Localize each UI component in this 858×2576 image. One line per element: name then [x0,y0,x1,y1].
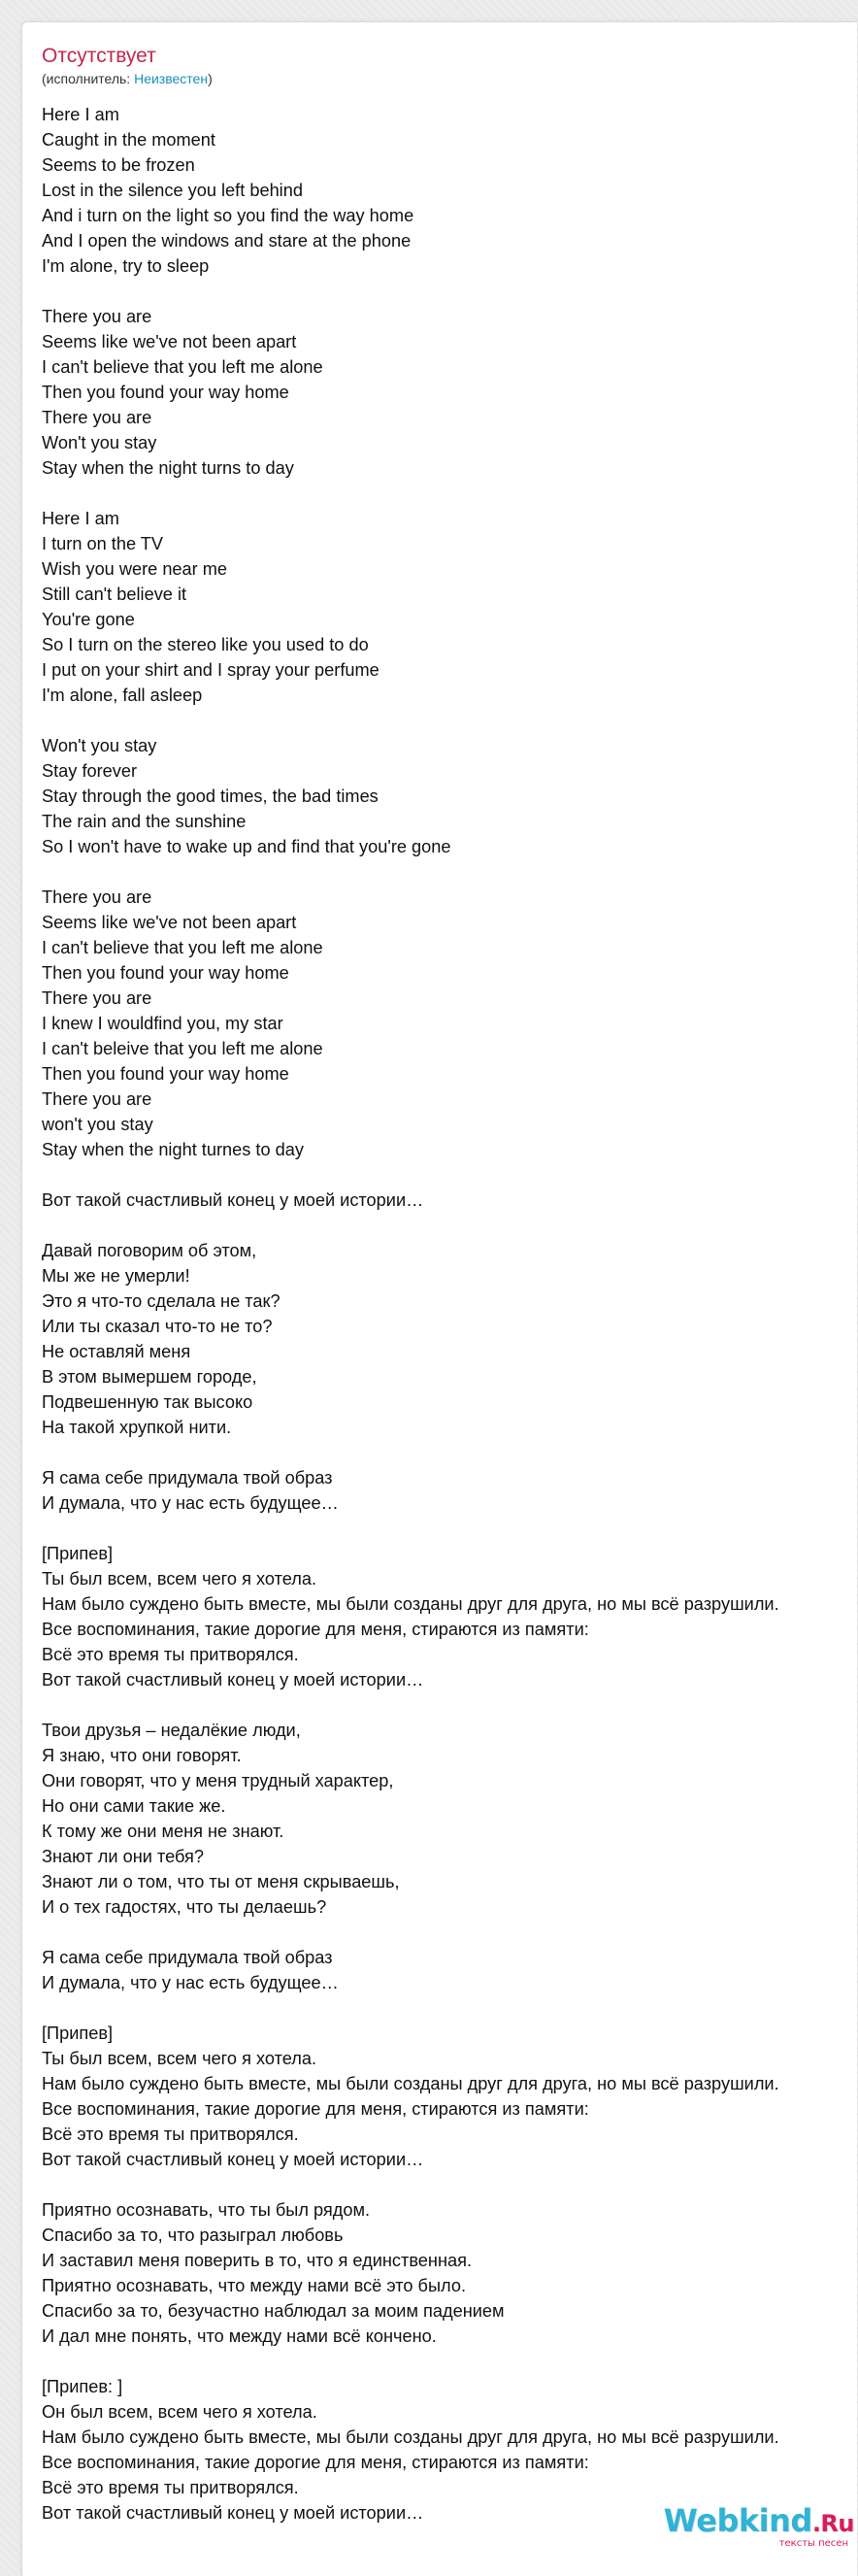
lyrics-text: Here I am Caught in the moment Seems to be frozen Lost in the silence you left behind And i turn on the light so you find the way home And I open the windows and stare at the phone I'm alone, try to sleep There you are Seems like we've not been apart I can't believe that you left me alone Then you found your way home There you are Won't you stay Stay when the night turns to day Here I am I turn on the TV Wish you were near me Still can't believe it You're gone So I turn on the stereo like you used to do I put on your shirt and I spray your perfume I'm alone, fall asleep Won't you stay Stay forever Stay through the good times, the bad times The rain and the sunshine So I won't have to wake up and find that you're gone There you are Seems like we've not been apart I can't believe that you left me alone Then you found your way home There you are I knew I wouldfind you, my star I can't beleive that you left me alone Then you found your way home There you are won't you stay Stay when the night turnes to day Вот такой счастливый конец у моей истории… Давай поговорим об этом, Мы же не умерли! Это я что-то сделала не так? Или ты сказал что-то не то? Не оставляй меня В этом вымершем городе, Подвешенную так высоко На такой хрупкой нити. Я сама себе придумала твой образ И думала, что у нас есть будущее… [Припев] Ты был всем, всем чего я хотела. Нам было суждено быть вместе, мы были созданы друг для друга, но мы всё разрушили. Все воспоминания, такие дорогие для меня, стираются из памяти: Всё это время ты притворялся. Вот такой счастливый конец у моей истории… Твои друзья – недалёкие люди, Я знаю, что они говорят. Они говорят, что у меня трудный характер, Но они сами такие же. К тому же они меня не знают. Знают ли они тебя? Знают ли о том, что ты от меня скрываешь, И о тех гадостях, что ты делаешь? Я сама себе придумала твой образ И думала, что у нас есть будущее… [Припев] Ты был всем, всем чего я хотела. Нам было суждено быть вместе, мы были созданы друг для друга, но мы всё разрушили. Все воспоминания, такие дорогие для меня, стираются из памяти: Всё это время ты притворялся. Вот такой счастливый конец у моей истории… Приятно осознавать, что ты был рядом. Спасибо за то, что разыграл любовь И заставил меня поверить в то, что я единственная. Приятно осознавать, что между нами всё это было. Спасибо за то, безучастно наблюдал за моим падением И дал мне понять, что между нами всё кончено. [Припев: ] Он был всем, всем чего я хотела. Нам было суждено быть вместе, мы были созданы друг для друга, но мы всё разрушили. Все воспоминания, такие дорогие для меня, стираются из памяти: Всё это время ты притворялся. Вот такой счастливый конец у моей истории… [42,105,779,2523]
logo-wordmark [663,2502,854,2539]
artist-suffix: ) [208,71,213,86]
artist-link[interactable]: Неизвестен [134,71,209,86]
artist-line [42,71,213,87]
site-logo[interactable] [663,2502,854,2549]
artist-prefix: (исполнитель: [42,71,135,86]
logo-tagline: тексты песен [778,2538,848,2549]
lyrics-card [21,21,857,2576]
logo-tld: .Ru [811,2510,854,2537]
logo-name: Webkind [663,2502,812,2539]
song-title: Отсутствует [42,45,156,67]
